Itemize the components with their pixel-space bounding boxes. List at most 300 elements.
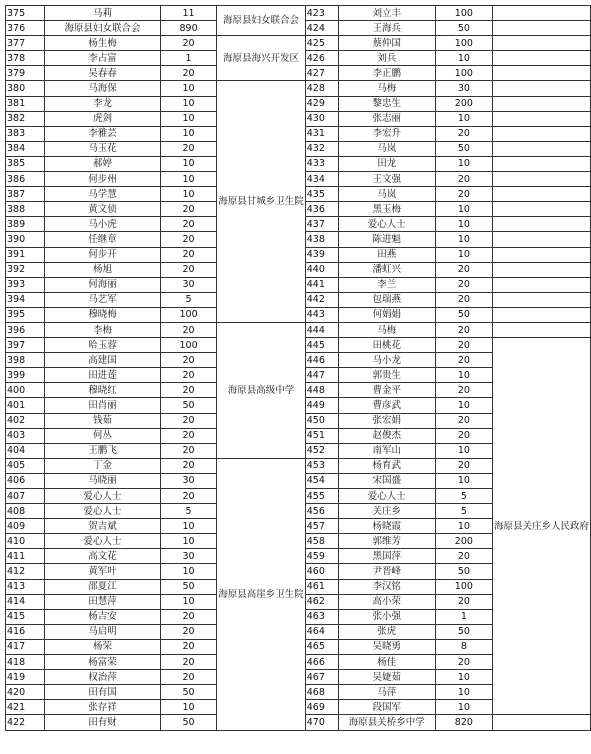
right-donor-name-cell: 尹晋峰: [338, 564, 435, 579]
right-serial-cell: 469: [305, 700, 338, 715]
left-amount-cell: 1: [160, 51, 216, 66]
right-serial-cell: 428: [305, 81, 338, 96]
right-organization-empty-cell: [492, 292, 590, 307]
left-donor-name-cell: 钱茹: [45, 413, 161, 428]
left-donor-name-cell: 杨荣: [45, 639, 161, 654]
right-amount-cell: 10: [435, 368, 492, 383]
left-donor-name-cell: 黄文侦: [45, 202, 161, 217]
left-amount-cell: 100: [160, 307, 216, 322]
left-serial-cell: 421: [6, 700, 45, 715]
right-amount-cell: 100: [435, 6, 492, 21]
left-amount-cell: 10: [160, 156, 216, 171]
left-amount-cell: 20: [160, 413, 216, 428]
left-serial-cell: 390: [6, 232, 45, 247]
left-donor-name-cell: 田有财: [45, 715, 161, 730]
right-serial-cell: 463: [305, 609, 338, 624]
right-serial-cell: 466: [305, 655, 338, 670]
right-organization-cell: [492, 338, 590, 715]
right-donor-name-cell: 爱心人士: [338, 217, 435, 232]
right-serial-cell: 441: [305, 277, 338, 292]
left-organization-cell: [217, 458, 306, 730]
left-serial-cell: 405: [6, 458, 45, 473]
left-organization-cell: [217, 6, 306, 36]
right-donor-name-cell: 李宏升: [338, 126, 435, 141]
table-row: [6, 81, 591, 96]
right-organization-empty-cell: [492, 111, 590, 126]
left-amount-cell: 100: [160, 338, 216, 353]
right-donor-name-cell: 吴婕茹: [338, 670, 435, 685]
left-donor-name-cell: 何步州: [45, 172, 161, 187]
left-serial-cell: 387: [6, 187, 45, 202]
left-serial-cell: 399: [6, 368, 45, 383]
left-donor-name-cell: 何步开: [45, 247, 161, 262]
right-organization-empty-cell: [492, 715, 590, 730]
left-donor-name-cell: 马艺军: [45, 292, 161, 307]
left-donor-name-cell: 高文花: [45, 549, 161, 564]
left-amount-cell: 11: [160, 6, 216, 21]
right-serial-cell: 455: [305, 489, 338, 504]
right-donor-name-cell: 黑玉梅: [338, 202, 435, 217]
right-serial-cell: 451: [305, 428, 338, 443]
left-amount-cell: 10: [160, 594, 216, 609]
left-serial-cell: 395: [6, 307, 45, 322]
left-serial-cell: 403: [6, 428, 45, 443]
left-amount-cell: 20: [160, 428, 216, 443]
right-serial-cell: 459: [305, 549, 338, 564]
right-serial-cell: 435: [305, 187, 338, 202]
right-serial-cell: 442: [305, 292, 338, 307]
left-amount-cell: 890: [160, 21, 216, 36]
left-amount-cell: 5: [160, 504, 216, 519]
left-donor-name-cell: 权治萍: [45, 670, 161, 685]
right-amount-cell: 200: [435, 534, 492, 549]
right-amount-cell: 10: [435, 670, 492, 685]
left-donor-name-cell: 爱心人士: [45, 489, 161, 504]
right-donor-name-cell: 包瑞燕: [338, 292, 435, 307]
left-serial-cell: 401: [6, 398, 45, 413]
left-serial-cell: 420: [6, 685, 45, 700]
left-amount-cell: 10: [160, 519, 216, 534]
left-donor-name-cell: 马海保: [45, 81, 161, 96]
right-donor-name-cell: 黑国萍: [338, 549, 435, 564]
right-amount-cell: 30: [435, 81, 492, 96]
right-serial-cell: 456: [305, 504, 338, 519]
left-organization-cell: [217, 322, 306, 458]
left-donor-name-cell: 李龙: [45, 96, 161, 111]
right-amount-cell: 10: [435, 111, 492, 126]
right-amount-cell: 20: [435, 187, 492, 202]
left-serial-cell: 400: [6, 383, 45, 398]
left-serial-cell: 392: [6, 262, 45, 277]
right-organization-empty-cell: [492, 322, 590, 337]
left-amount-cell: 20: [160, 232, 216, 247]
left-serial-cell: 377: [6, 36, 45, 51]
right-serial-cell: 425: [305, 36, 338, 51]
left-amount-cell: 10: [160, 81, 216, 96]
left-serial-cell: 396: [6, 322, 45, 337]
right-organization-empty-cell: [492, 262, 590, 277]
right-donor-name-cell: 曹金平: [338, 383, 435, 398]
left-amount-cell: 20: [160, 624, 216, 639]
right-donor-name-cell: 高小荣: [338, 594, 435, 609]
right-organization-empty-cell: [492, 156, 590, 171]
right-organization-empty-cell: [492, 172, 590, 187]
right-donor-name-cell: 李兰: [338, 277, 435, 292]
left-amount-cell: 50: [160, 685, 216, 700]
left-donor-name-cell: 马玉花: [45, 141, 161, 156]
right-donor-name-cell: 黎忠生: [338, 96, 435, 111]
right-donor-name-cell: 陈进魁: [338, 232, 435, 247]
left-amount-cell: 10: [160, 96, 216, 111]
left-amount-cell: 20: [160, 36, 216, 51]
right-donor-name-cell: 刘兵: [338, 51, 435, 66]
left-donor-name-cell: 李梅: [45, 322, 161, 337]
left-serial-cell: 379: [6, 66, 45, 81]
left-amount-cell: 50: [160, 715, 216, 730]
right-donor-name-cell: 田燕: [338, 247, 435, 262]
right-donor-name-cell: 赵俊杰: [338, 428, 435, 443]
left-serial-cell: 413: [6, 579, 45, 594]
left-amount-cell: 20: [160, 443, 216, 458]
left-serial-cell: 380: [6, 81, 45, 96]
right-serial-cell: 444: [305, 322, 338, 337]
right-donor-name-cell: 宋国盛: [338, 473, 435, 488]
left-amount-cell: 20: [160, 322, 216, 337]
right-donor-name-cell: 杨育武: [338, 458, 435, 473]
right-amount-cell: 20: [435, 549, 492, 564]
right-serial-cell: 443: [305, 307, 338, 322]
left-serial-cell: 412: [6, 564, 45, 579]
left-donor-name-cell: 王鹏飞: [45, 443, 161, 458]
left-amount-cell: 50: [160, 398, 216, 413]
right-amount-cell: 50: [435, 21, 492, 36]
right-serial-cell: 445: [305, 338, 338, 353]
right-donor-name-cell: 吴晓勇: [338, 639, 435, 654]
right-donor-name-cell: 南军山: [338, 443, 435, 458]
right-serial-cell: 452: [305, 443, 338, 458]
left-amount-cell: 10: [160, 111, 216, 126]
left-amount-cell: 20: [160, 368, 216, 383]
left-serial-cell: 397: [6, 338, 45, 353]
right-amount-cell: 20: [435, 413, 492, 428]
left-serial-cell: 378: [6, 51, 45, 66]
right-donor-name-cell: 郭贵生: [338, 368, 435, 383]
right-amount-cell: 10: [435, 398, 492, 413]
right-serial-cell: 461: [305, 579, 338, 594]
right-organization-empty-cell: [492, 66, 590, 81]
right-organization-label: 海原县关庄乡人民政府: [493, 520, 589, 532]
donation-table: [5, 5, 591, 731]
right-amount-cell: 20: [435, 262, 492, 277]
right-amount-cell: 20: [435, 277, 492, 292]
left-serial-cell: 375: [6, 6, 45, 21]
left-donor-name-cell: 丁金: [45, 458, 161, 473]
right-organization-empty-cell: [492, 126, 590, 141]
left-donor-name-cell: 杨旭: [45, 262, 161, 277]
right-serial-cell: 446: [305, 353, 338, 368]
left-donor-name-cell: 虎剑: [45, 111, 161, 126]
right-donor-name-cell: 杨佳: [338, 655, 435, 670]
left-donor-name-cell: 郝婷: [45, 156, 161, 171]
right-amount-cell: 8: [435, 639, 492, 654]
left-serial-cell: 376: [6, 21, 45, 36]
left-amount-cell: 20: [160, 353, 216, 368]
right-organization-empty-cell: [492, 81, 590, 96]
left-serial-cell: 402: [6, 413, 45, 428]
left-serial-cell: 398: [6, 353, 45, 368]
left-amount-cell: 20: [160, 609, 216, 624]
left-donor-name-cell: 哈玉蓉: [45, 338, 161, 353]
left-donor-name-cell: 黄军叶: [45, 564, 161, 579]
right-donor-name-cell: 马梅: [338, 81, 435, 96]
right-amount-cell: 20: [435, 383, 492, 398]
left-donor-name-cell: 田进莲: [45, 368, 161, 383]
right-organization-empty-cell: [492, 247, 590, 262]
right-serial-cell: 458: [305, 534, 338, 549]
right-amount-cell: 20: [435, 338, 492, 353]
right-amount-cell: 100: [435, 36, 492, 51]
right-organization-empty-cell: [492, 217, 590, 232]
right-donor-name-cell: 马萍: [338, 685, 435, 700]
left-serial-cell: 381: [6, 96, 45, 111]
right-organization-empty-cell: [492, 202, 590, 217]
right-serial-cell: 427: [305, 66, 338, 81]
left-amount-cell: 20: [160, 202, 216, 217]
left-amount-cell: 30: [160, 277, 216, 292]
left-donor-name-cell: 田有国: [45, 685, 161, 700]
right-serial-cell: 470: [305, 715, 338, 730]
right-amount-cell: 20: [435, 655, 492, 670]
right-serial-cell: 454: [305, 473, 338, 488]
left-donor-name-cell: 高建国: [45, 353, 161, 368]
right-serial-cell: 440: [305, 262, 338, 277]
right-organization-empty-cell: [492, 232, 590, 247]
table-row: [6, 36, 591, 51]
right-serial-cell: 424: [305, 21, 338, 36]
left-amount-cell: 20: [160, 247, 216, 262]
right-serial-cell: 434: [305, 172, 338, 187]
right-serial-cell: 439: [305, 247, 338, 262]
right-serial-cell: 430: [305, 111, 338, 126]
right-serial-cell: 448: [305, 383, 338, 398]
left-donor-name-cell: 杨生梅: [45, 36, 161, 51]
left-donor-name-cell: 杨富荣: [45, 655, 161, 670]
right-organization-empty-cell: [492, 6, 590, 21]
right-amount-cell: 10: [435, 232, 492, 247]
left-donor-name-cell: 杨吉安: [45, 609, 161, 624]
right-donor-name-cell: 王文强: [338, 172, 435, 187]
left-serial-cell: 385: [6, 156, 45, 171]
right-amount-cell: 200: [435, 96, 492, 111]
right-donor-name-cell: 刘立丰: [338, 6, 435, 21]
right-amount-cell: 20: [435, 594, 492, 609]
left-serial-cell: 415: [6, 609, 45, 624]
left-organization-label: 海原县妇女联合会: [222, 15, 299, 27]
left-serial-cell: 417: [6, 639, 45, 654]
left-donor-name-cell: 马学慧: [45, 187, 161, 202]
right-amount-cell: 20: [435, 458, 492, 473]
right-serial-cell: 436: [305, 202, 338, 217]
right-organization-empty-cell: [492, 307, 590, 322]
right-amount-cell: 10: [435, 156, 492, 171]
left-serial-cell: 418: [6, 655, 45, 670]
right-amount-cell: 10: [435, 700, 492, 715]
right-organization-empty-cell: [492, 36, 590, 51]
right-organization-empty-cell: [492, 187, 590, 202]
left-donor-name-cell: 李雅芸: [45, 126, 161, 141]
right-amount-cell: 50: [435, 564, 492, 579]
right-serial-cell: 431: [305, 126, 338, 141]
left-amount-cell: 20: [160, 262, 216, 277]
left-amount-cell: 10: [160, 187, 216, 202]
right-donor-name-cell: 马岚: [338, 141, 435, 156]
right-serial-cell: 464: [305, 624, 338, 639]
right-serial-cell: 460: [305, 564, 338, 579]
left-donor-name-cell: 吴春春: [45, 66, 161, 81]
right-organization-empty-cell: [492, 141, 590, 156]
left-serial-cell: 388: [6, 202, 45, 217]
right-serial-cell: 432: [305, 141, 338, 156]
left-donor-name-cell: 何海丽: [45, 277, 161, 292]
right-amount-cell: 10: [435, 202, 492, 217]
left-serial-cell: 389: [6, 217, 45, 232]
right-serial-cell: 453: [305, 458, 338, 473]
right-donor-name-cell: 张虎: [338, 624, 435, 639]
right-amount-cell: 50: [435, 141, 492, 156]
right-serial-cell: 450: [305, 413, 338, 428]
left-donor-name-cell: 海原县妇女联合会: [45, 21, 161, 36]
right-donor-name-cell: 曹彦武: [338, 398, 435, 413]
left-serial-cell: 414: [6, 594, 45, 609]
left-serial-cell: 407: [6, 489, 45, 504]
left-donor-name-cell: 马莉: [45, 6, 161, 21]
right-donor-name-cell: 何娟娟: [338, 307, 435, 322]
left-amount-cell: 20: [160, 489, 216, 504]
table-row: [6, 322, 591, 337]
left-donor-name-cell: 爱心人士: [45, 504, 161, 519]
left-donor-name-cell: 田慧萍: [45, 594, 161, 609]
right-donor-name-cell: 张小强: [338, 609, 435, 624]
right-organization-empty-cell: [492, 277, 590, 292]
left-donor-name-cell: 马晓丽: [45, 473, 161, 488]
left-donor-name-cell: 贺吉斌: [45, 519, 161, 534]
right-amount-cell: 20: [435, 353, 492, 368]
left-amount-cell: 20: [160, 141, 216, 156]
right-serial-cell: 462: [305, 594, 338, 609]
right-serial-cell: 426: [305, 51, 338, 66]
right-serial-cell: 433: [305, 156, 338, 171]
left-donor-name-cell: 张存祥: [45, 700, 161, 715]
left-serial-cell: 408: [6, 504, 45, 519]
right-serial-cell: 438: [305, 232, 338, 247]
right-amount-cell: 100: [435, 579, 492, 594]
right-amount-cell: 10: [435, 247, 492, 262]
right-amount-cell: 50: [435, 307, 492, 322]
right-donor-name-cell: 杨晓霞: [338, 519, 435, 534]
left-donor-name-cell: 邵夏江: [45, 579, 161, 594]
left-amount-cell: 10: [160, 172, 216, 187]
left-serial-cell: 386: [6, 172, 45, 187]
right-amount-cell: 20: [435, 322, 492, 337]
right-amount-cell: 20: [435, 126, 492, 141]
left-donor-name-cell: 何丛: [45, 428, 161, 443]
left-serial-cell: 382: [6, 111, 45, 126]
left-amount-cell: 10: [160, 700, 216, 715]
left-amount-cell: 5: [160, 292, 216, 307]
left-serial-cell: 391: [6, 247, 45, 262]
right-serial-cell: 465: [305, 639, 338, 654]
right-amount-cell: 100: [435, 66, 492, 81]
donation-table-wrapper: [5, 5, 591, 731]
right-donor-name-cell: 马岚: [338, 187, 435, 202]
left-donor-name-cell: 穆晓红: [45, 383, 161, 398]
left-donor-name-cell: 穆晓梅: [45, 307, 161, 322]
left-amount-cell: 20: [160, 670, 216, 685]
right-amount-cell: 1: [435, 609, 492, 624]
right-serial-cell: 468: [305, 685, 338, 700]
left-serial-cell: 409: [6, 519, 45, 534]
right-donor-name-cell: 蔡仲国: [338, 36, 435, 51]
table-row: [6, 6, 591, 21]
right-amount-cell: 10: [435, 443, 492, 458]
right-organization-empty-cell: [492, 96, 590, 111]
left-amount-cell: 10: [160, 534, 216, 549]
right-donor-name-cell: 李汉铭: [338, 579, 435, 594]
left-amount-cell: 20: [160, 639, 216, 654]
right-donor-name-cell: 潘虹兴: [338, 262, 435, 277]
right-serial-cell: 467: [305, 670, 338, 685]
right-amount-cell: 820: [435, 715, 492, 730]
left-amount-cell: 30: [160, 473, 216, 488]
left-amount-cell: 20: [160, 458, 216, 473]
right-donor-name-cell: 张宏娟: [338, 413, 435, 428]
left-donor-name-cell: 任继章: [45, 232, 161, 247]
left-donor-name-cell: 李占富: [45, 51, 161, 66]
right-organization-empty-cell: [492, 21, 590, 36]
left-amount-cell: 10: [160, 126, 216, 141]
right-amount-cell: 10: [435, 685, 492, 700]
left-amount-cell: 20: [160, 66, 216, 81]
left-serial-cell: 384: [6, 141, 45, 156]
right-amount-cell: 20: [435, 428, 492, 443]
left-serial-cell: 393: [6, 277, 45, 292]
left-amount-cell: 20: [160, 655, 216, 670]
right-donor-name-cell: 关庄乡: [338, 504, 435, 519]
left-serial-cell: 406: [6, 473, 45, 488]
left-serial-cell: 410: [6, 534, 45, 549]
right-donor-name-cell: 田桃花: [338, 338, 435, 353]
left-organization-label: 海原县高崖乡卫生院: [218, 588, 304, 600]
left-amount-cell: 50: [160, 579, 216, 594]
right-amount-cell: 5: [435, 504, 492, 519]
right-donor-name-cell: 爱心人士: [338, 489, 435, 504]
right-serial-cell: 437: [305, 217, 338, 232]
left-amount-cell: 30: [160, 549, 216, 564]
right-donor-name-cell: 李正鹏: [338, 66, 435, 81]
right-donor-name-cell: 张志丽: [338, 111, 435, 126]
right-serial-cell: 449: [305, 398, 338, 413]
right-organization-empty-cell: [492, 51, 590, 66]
right-amount-cell: 5: [435, 489, 492, 504]
left-donor-name-cell: 田肖丽: [45, 398, 161, 413]
right-donor-name-cell: 郭维芳: [338, 534, 435, 549]
right-donor-name-cell: 马小龙: [338, 353, 435, 368]
left-serial-cell: 416: [6, 624, 45, 639]
left-donor-name-cell: 爱心人士: [45, 534, 161, 549]
left-donor-name-cell: 马启明: [45, 624, 161, 639]
right-donor-name-cell: 马梅: [338, 322, 435, 337]
right-amount-cell: 10: [435, 519, 492, 534]
